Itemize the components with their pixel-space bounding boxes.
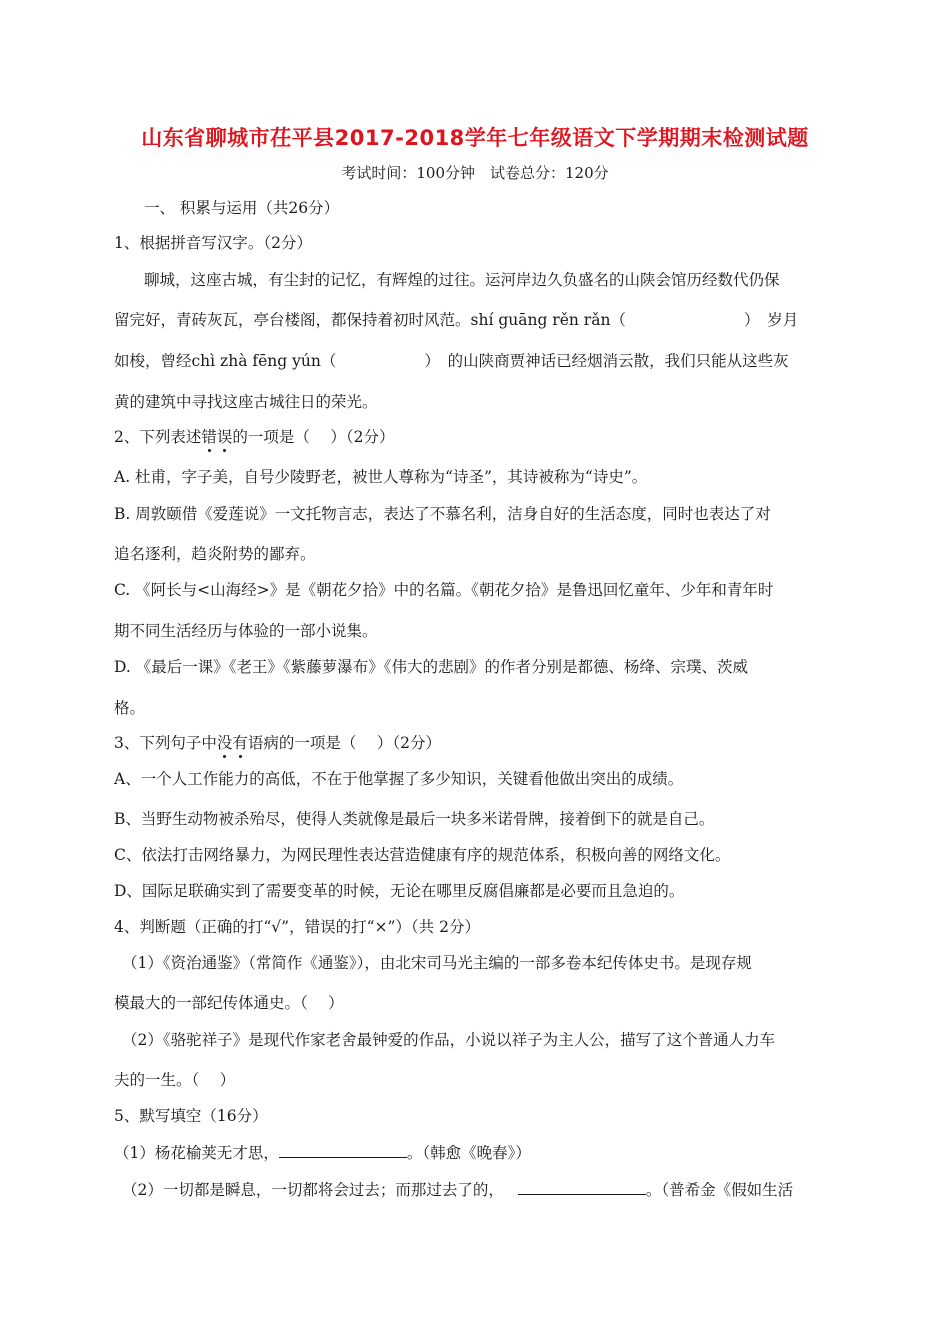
question-4-item-cont: 模最大的一部纪传体通史。（ ） <box>114 994 344 1012</box>
answer-blank[interactable] <box>518 1178 646 1195</box>
exam-subtitle: 考试时间：100分钟 试卷总分：120分 <box>341 164 609 182</box>
question-3-stem: 3、下列句子中没有语病的一项是（ ）（2分） <box>114 734 441 752</box>
question-1-line: 留完好，青砖灰瓦，亭台楼阁，都保持着初时风范。shí guāng rěn rǎn（ ） 岁月 <box>114 311 799 329</box>
question-1-stem: 1、根据拼音写汉字。（2分） <box>114 234 312 252</box>
option-b: B. 周敦颐借《爱莲说》一文托物言志，表达了不慕名利，洁身自好的生活态度，同时也表达了对 <box>114 505 771 523</box>
answer-blank[interactable] <box>279 1141 407 1158</box>
exam-title: 山东省聊城市茌平县2017-2018学年七年级语文下学期期末检测试题 <box>141 126 809 150</box>
question-5-item: （1）杨花榆荚无才思， 。（韩愈《晚春》） <box>114 1141 840 1164</box>
question-4-item: （2）《骆驼祥子》是现代作家老舍最钟爱的作品，小说以祥子为主人公，描写了这个普通人力车 <box>122 1031 776 1049</box>
option-c-cont: 期不同生活经历与体验的一部小说集。 <box>114 622 378 640</box>
section-heading: 一、 积累与运用（共26分） <box>144 199 340 217</box>
question-4-item-cont: 夫的一生。（ ） <box>114 1071 236 1089</box>
question-5-stem: 5、默写填空（16分） <box>114 1107 268 1125</box>
option-b: B、当野生动物被杀殆尽，使得人类就像是最后一块多米诺骨牌，接着倒下的就是自己。 <box>114 810 715 828</box>
option-d-cont: 格。 <box>114 699 146 717</box>
question-5-item: （2）一切都是瞬息，一切都将会过去；而那过去了的， 。（普希金《假如生活 <box>122 1178 840 1201</box>
option-a: A、一个人工作能力的高低，不在于他掌握了多少知识，关键看他做出突出的成绩。 <box>114 770 684 788</box>
emphasis-char: 没 <box>216 734 233 752</box>
option-c: C. 《阿长与<山海经>》是《朝花夕拾》中的名篇。《朝花夕拾》是鲁迅回忆童年、少年和青年时 <box>114 581 774 599</box>
emphasis-char: 错 <box>201 428 217 446</box>
option-a: A. 杜甫，字子美，自号少陵野老，被世人尊称为“诗圣”，其诗被称为“诗史”。 <box>114 468 648 486</box>
option-d: D、国际足联确实到了需要变革的时候，无论在哪里反腐倡廉都是必要而且急迫的。 <box>114 882 685 900</box>
emphasis-char: 误 <box>216 428 233 446</box>
option-c: C、依法打击网络暴力，为网民理性表达营造健康有序的规范体系，积极向善的网络文化。 <box>114 846 731 864</box>
question-4-item: （1）《资治通鉴》（常简作《通鉴》），由北宋司马光主编的一部多卷本纪传体史书。是现存规 <box>122 954 752 972</box>
question-2-stem: 2、下列表述错误的一项是（ ）（2分） <box>114 428 395 446</box>
question-1-line: 聊城，这座古城，有尘封的记忆，有辉煌的过往。运河岸边久负盛名的山陕会馆历经数代仍保 <box>144 271 780 289</box>
question-4-stem: 4、判断题（正确的打“√”，错误的打“×”）（共 2分） <box>114 918 480 936</box>
option-b-cont: 追名逐利，趋炎附势的鄙弃。 <box>114 545 316 563</box>
question-1-line: 如梭，曾经chì zhà fēng yún（ ） 的山陕商贾神话已经烟消云散，我们只能从这些灰 <box>114 352 789 370</box>
emphasis-char: 有 <box>232 734 248 752</box>
option-d: D. 《最后一课》《老王》《紫藤萝瀑布》《伟大的悲剧》的作者分别是都德、杨绛、宗璞、茨威 <box>114 658 748 676</box>
question-1-line: 黄的建筑中寻找这座古城往日的荣光。 <box>114 393 378 411</box>
